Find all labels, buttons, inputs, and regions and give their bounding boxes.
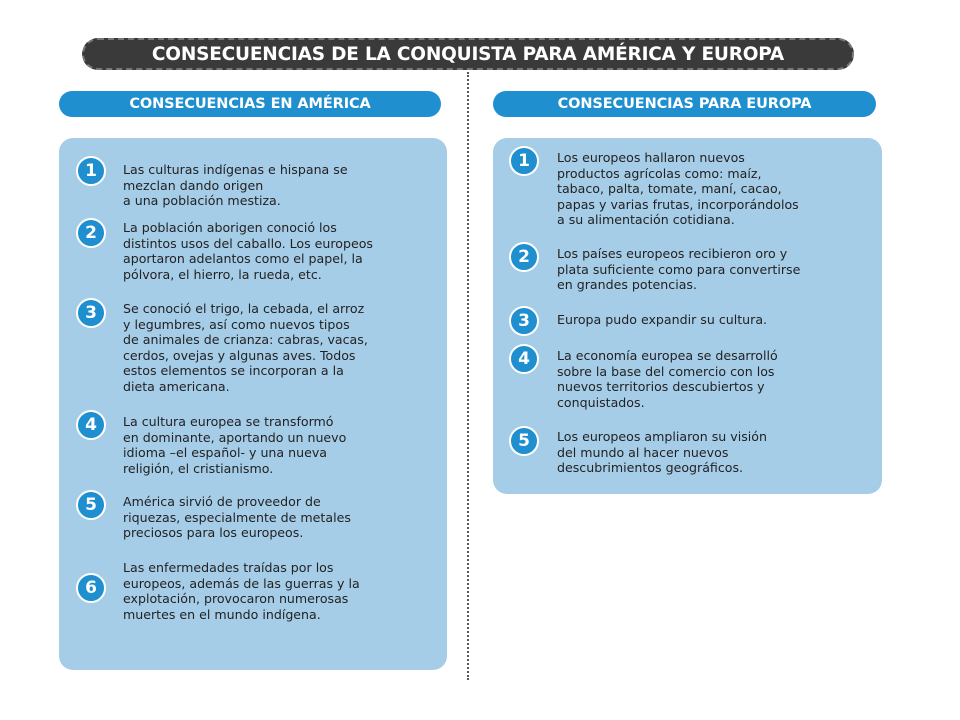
america-consequences-panel	[59, 138, 447, 670]
europa-header-label: CONSECUENCIAS PARA EUROPA	[557, 96, 812, 112]
number-badge: 3	[509, 306, 539, 336]
number-badge: 3	[76, 298, 106, 328]
europa-item-text: La economía europea se desarrolló sobre la base del comercio con los nuevos territorios descubiertos y conquistados.	[557, 348, 778, 410]
number-badge: 1	[509, 146, 539, 176]
number-badge: 5	[76, 490, 106, 520]
number-badge: 4	[76, 410, 106, 440]
america-section-header	[59, 91, 441, 117]
america-item-text: La población aborigen conoció los distintos usos del caballo. Los europeos aportaron adelantos como el papel, la pólvora, el hierro, la rueda, etc.	[123, 220, 373, 282]
number-badge: 6	[76, 573, 106, 603]
america-item-text: Las enfermedades traídas por los europeos, además de las guerras y la explotación, provocaron numerosas muertes en el mundo indígena.	[123, 560, 360, 622]
america-header-label: CONSECUENCIAS EN AMÉRICA	[129, 96, 371, 112]
number-badge: 2	[509, 242, 539, 272]
number-badge: 2	[76, 218, 106, 248]
america-item-text: América sirvió de proveedor de riquezas, especialmente de metales preciosos para los europeos.	[123, 494, 351, 540]
europa-item-text: Los europeos ampliaron su visión del mundo al hacer nuevos descubrimientos geográficos.	[557, 429, 767, 475]
title-banner	[82, 38, 854, 70]
number-badge: 4	[509, 344, 539, 374]
number-badge: 5	[509, 426, 539, 456]
europa-item-text: Los europeos hallaron nuevos productos agrícolas como: maíz, tabaco, palta, tomate, maní, cacao, papas y varias frutas, incorporándolos a su alimentación cotidiana.	[557, 150, 799, 227]
europa-section-header	[493, 91, 876, 117]
europa-consequences-panel	[493, 138, 882, 494]
page-title: CONSECUENCIAS DE LA CONQUISTA PARA AMÉRICA Y EUROPA	[151, 43, 785, 65]
america-item-text: Se conoció el trigo, la cebada, el arroz y legumbres, así como nuevos tipos de animales de crianza: cabras, vacas, cerdos, ovejas y algunas aves. Todos estos elementos se incorporan a la dieta americana.	[123, 301, 368, 394]
america-item-text: La cultura europea se transformó en dominante, aportando un nuevo idioma –el español- y una nueva religión, el cristianismo.	[123, 414, 347, 476]
column-divider	[467, 72, 469, 680]
america-item-text: Las culturas indígenas e hispana se mezclan dando origen a una población mestiza.	[123, 162, 348, 208]
number-badge: 1	[76, 156, 106, 186]
europa-item-text: Europa pudo expandir su cultura.	[557, 312, 768, 327]
europa-item-text: Los países europeos recibieron oro y plata suficiente como para convertirse en grandes potencias.	[557, 246, 801, 292]
